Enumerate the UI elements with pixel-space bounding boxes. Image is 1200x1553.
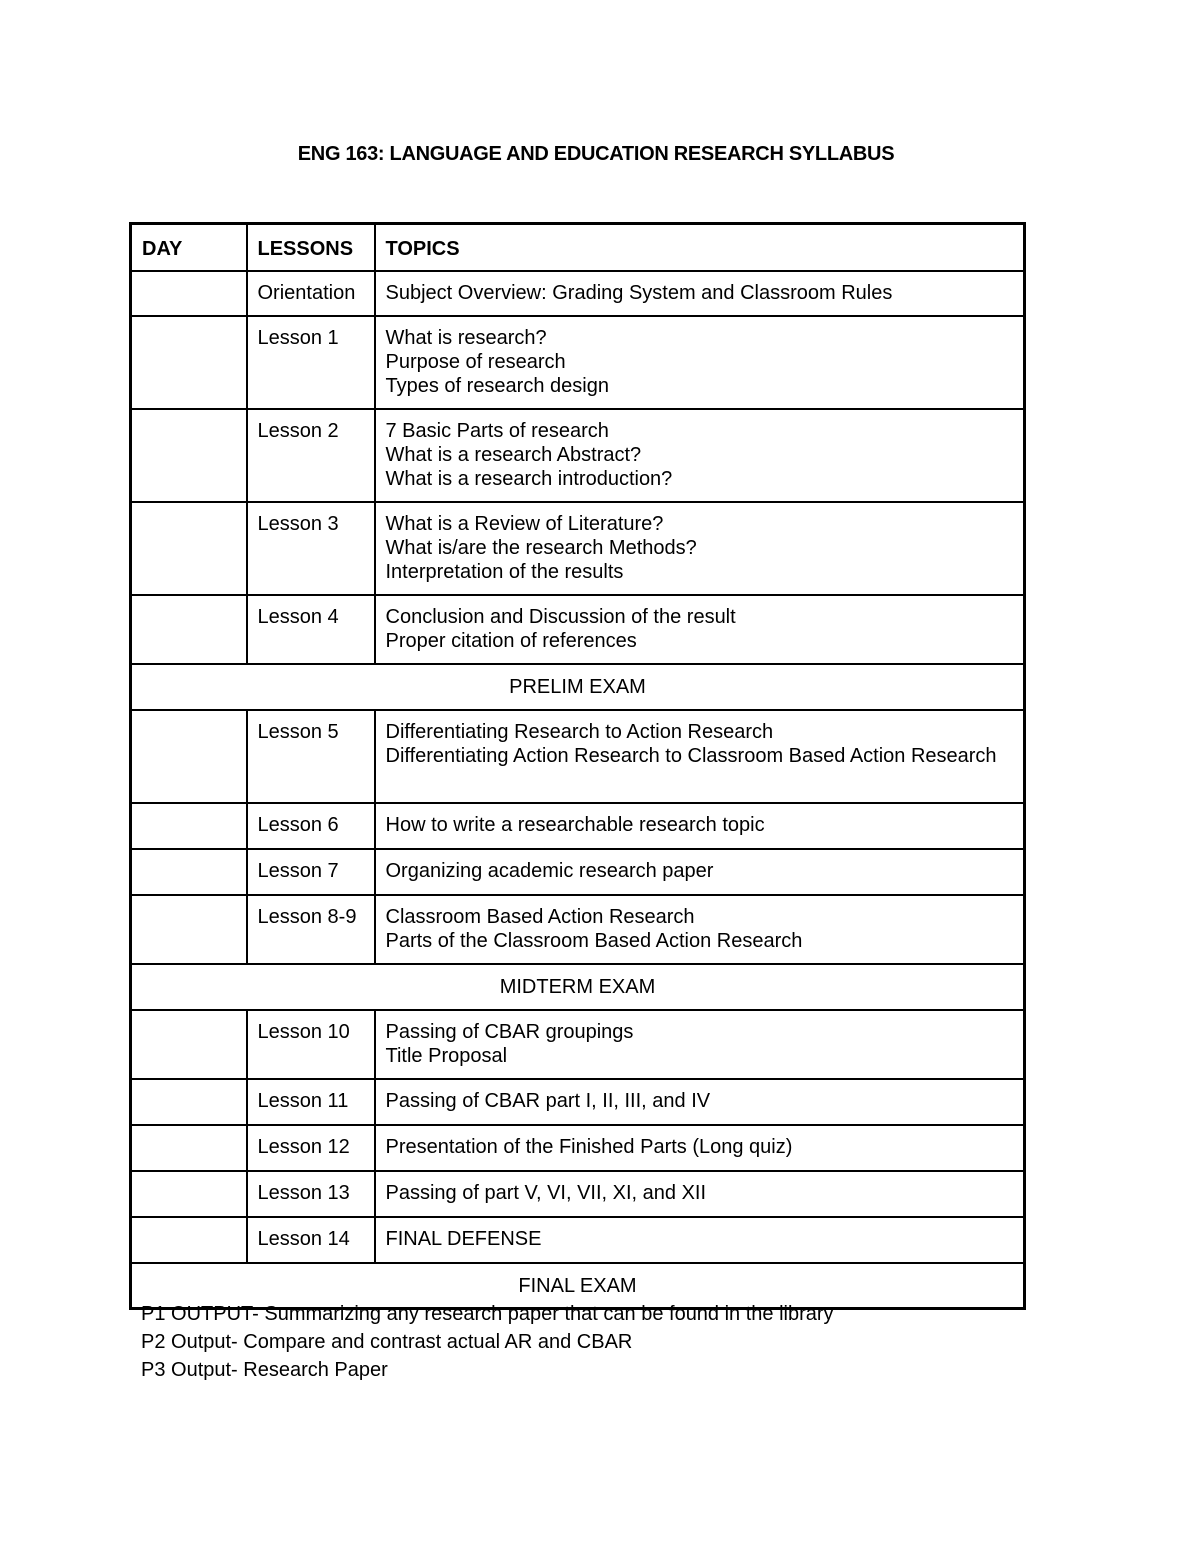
- lesson-cell: Lesson 2: [247, 409, 375, 502]
- topics-cell: [375, 1217, 1025, 1263]
- topic-line: What is a research introduction?: [385, 467, 673, 490]
- output-note: P3 Output- Research Paper: [141, 1359, 388, 1381]
- day-cell: [131, 849, 247, 895]
- lesson-cell: Lesson 8-9: [247, 895, 375, 964]
- lesson-cell: Orientation: [247, 271, 375, 316]
- table-row: [131, 271, 1025, 316]
- day-cell: [131, 409, 247, 502]
- lesson-cell: Lesson 4: [247, 595, 375, 664]
- lesson-cell: Lesson 12: [247, 1125, 375, 1171]
- topics-cell: [375, 1079, 1025, 1125]
- day-cell: [131, 1171, 247, 1217]
- topic-line: FINAL DEFENSE: [385, 1227, 542, 1250]
- lesson-cell: Lesson 10: [247, 1010, 375, 1079]
- day-cell: [131, 502, 247, 595]
- topic-line: Purpose of research: [385, 350, 566, 373]
- lesson-cell: Lesson 13: [247, 1171, 375, 1217]
- day-cell: [131, 316, 247, 409]
- header-lessons: LESSONS: [247, 224, 375, 271]
- topics-cell: [375, 271, 1025, 316]
- day-cell: [131, 895, 247, 964]
- topics-cell: [375, 895, 1025, 964]
- lesson-cell: Lesson 7: [247, 849, 375, 895]
- day-cell: [131, 1079, 247, 1125]
- topic-line: What is/are the research Methods?: [385, 536, 697, 559]
- exam-row: [131, 664, 1025, 710]
- table-row: [131, 1217, 1025, 1263]
- topics-cell: [375, 803, 1025, 849]
- topic-line: Types of research design: [385, 374, 609, 397]
- table-row: [131, 595, 1025, 664]
- syllabus-table: [129, 222, 1026, 1310]
- table-header-row: [131, 224, 1025, 271]
- topic-line: What is research?: [385, 326, 547, 349]
- topic-line: What is a research Abstract?: [385, 443, 642, 466]
- exam-row: [131, 964, 1025, 1010]
- lesson-cell: Lesson 1: [247, 316, 375, 409]
- table-row: [131, 502, 1025, 595]
- day-cell: [131, 1125, 247, 1171]
- day-cell: [131, 1217, 247, 1263]
- syllabus-table-body: [131, 224, 1025, 1309]
- day-cell: [131, 803, 247, 849]
- topic-line: Presentation of the Finished Parts (Long quiz): [385, 1135, 793, 1158]
- exam-label: FINAL EXAM: [131, 1263, 1025, 1309]
- topic-line: Classroom Based Action Research: [385, 905, 695, 928]
- table-row: [131, 409, 1025, 502]
- topic-line: Proper citation of references: [385, 629, 637, 652]
- topics-cell: [375, 409, 1025, 502]
- lesson-cell: Lesson 14: [247, 1217, 375, 1263]
- document-title: ENG 163: LANGUAGE AND EDUCATION RESEARCH SYLLABUS: [297, 143, 895, 165]
- table-row: [131, 849, 1025, 895]
- topic-line: Organizing academic research paper: [385, 859, 714, 882]
- table-row: [131, 316, 1025, 409]
- topic-line: Passing of CBAR part I, II, III, and IV: [385, 1089, 711, 1112]
- output-notes: [141, 1300, 834, 1384]
- topic-line: Passing of part V, VI, VII, XI, and XII: [385, 1181, 707, 1204]
- day-cell: [131, 1010, 247, 1079]
- lesson-cell: Lesson 5: [247, 710, 375, 803]
- topic-line: How to write a researchable research topic: [385, 813, 765, 836]
- topic-line: 7 Basic Parts of research: [385, 419, 609, 442]
- topic-line: Conclusion and Discussion of the result: [385, 605, 736, 628]
- topics-cell: [375, 1171, 1025, 1217]
- topics-cell: [375, 1125, 1025, 1171]
- exam-label: MIDTERM EXAM: [131, 964, 1025, 1010]
- output-note: P1 OUTPUT- Summarizing any research paper that can be found in the library: [141, 1303, 834, 1325]
- topics-cell: [375, 710, 1025, 803]
- header-day: DAY: [131, 224, 247, 271]
- topics-cell: [375, 595, 1025, 664]
- exam-label: PRELIM EXAM: [131, 664, 1025, 710]
- table-row: [131, 1079, 1025, 1125]
- topic-line: Passing of CBAR groupings: [385, 1020, 634, 1043]
- table-row: [131, 1010, 1025, 1079]
- topic-line: Parts of the Classroom Based Action Research: [385, 929, 803, 952]
- topic-line: What is a Review of Literature?: [385, 512, 664, 535]
- topics-cell: [375, 502, 1025, 595]
- topics-cell: [375, 849, 1025, 895]
- table-row: [131, 895, 1025, 964]
- day-cell: [131, 710, 247, 803]
- topics-cell: [375, 316, 1025, 409]
- table-row: [131, 710, 1025, 803]
- lesson-cell: Lesson 11: [247, 1079, 375, 1125]
- output-note: P2 Output- Compare and contrast actual AR and CBAR: [141, 1331, 633, 1353]
- lesson-cell: Lesson 3: [247, 502, 375, 595]
- topic-line: Interpretation of the results: [385, 560, 624, 583]
- table-row: [131, 1171, 1025, 1217]
- topics-cell: [375, 1010, 1025, 1079]
- lesson-cell: Lesson 6: [247, 803, 375, 849]
- topic-line: Title Proposal: [385, 1044, 508, 1067]
- topic-line: Subject Overview: Grading System and Classroom Rules: [385, 281, 893, 304]
- topic-line: Differentiating Action Research to Classroom Based Action Research: [385, 744, 997, 767]
- topic-line: Differentiating Research to Action Research: [385, 720, 774, 743]
- day-cell: [131, 271, 247, 316]
- header-topics: TOPICS: [375, 224, 1025, 271]
- table-row: [131, 803, 1025, 849]
- table-row: [131, 1125, 1025, 1171]
- day-cell: [131, 595, 247, 664]
